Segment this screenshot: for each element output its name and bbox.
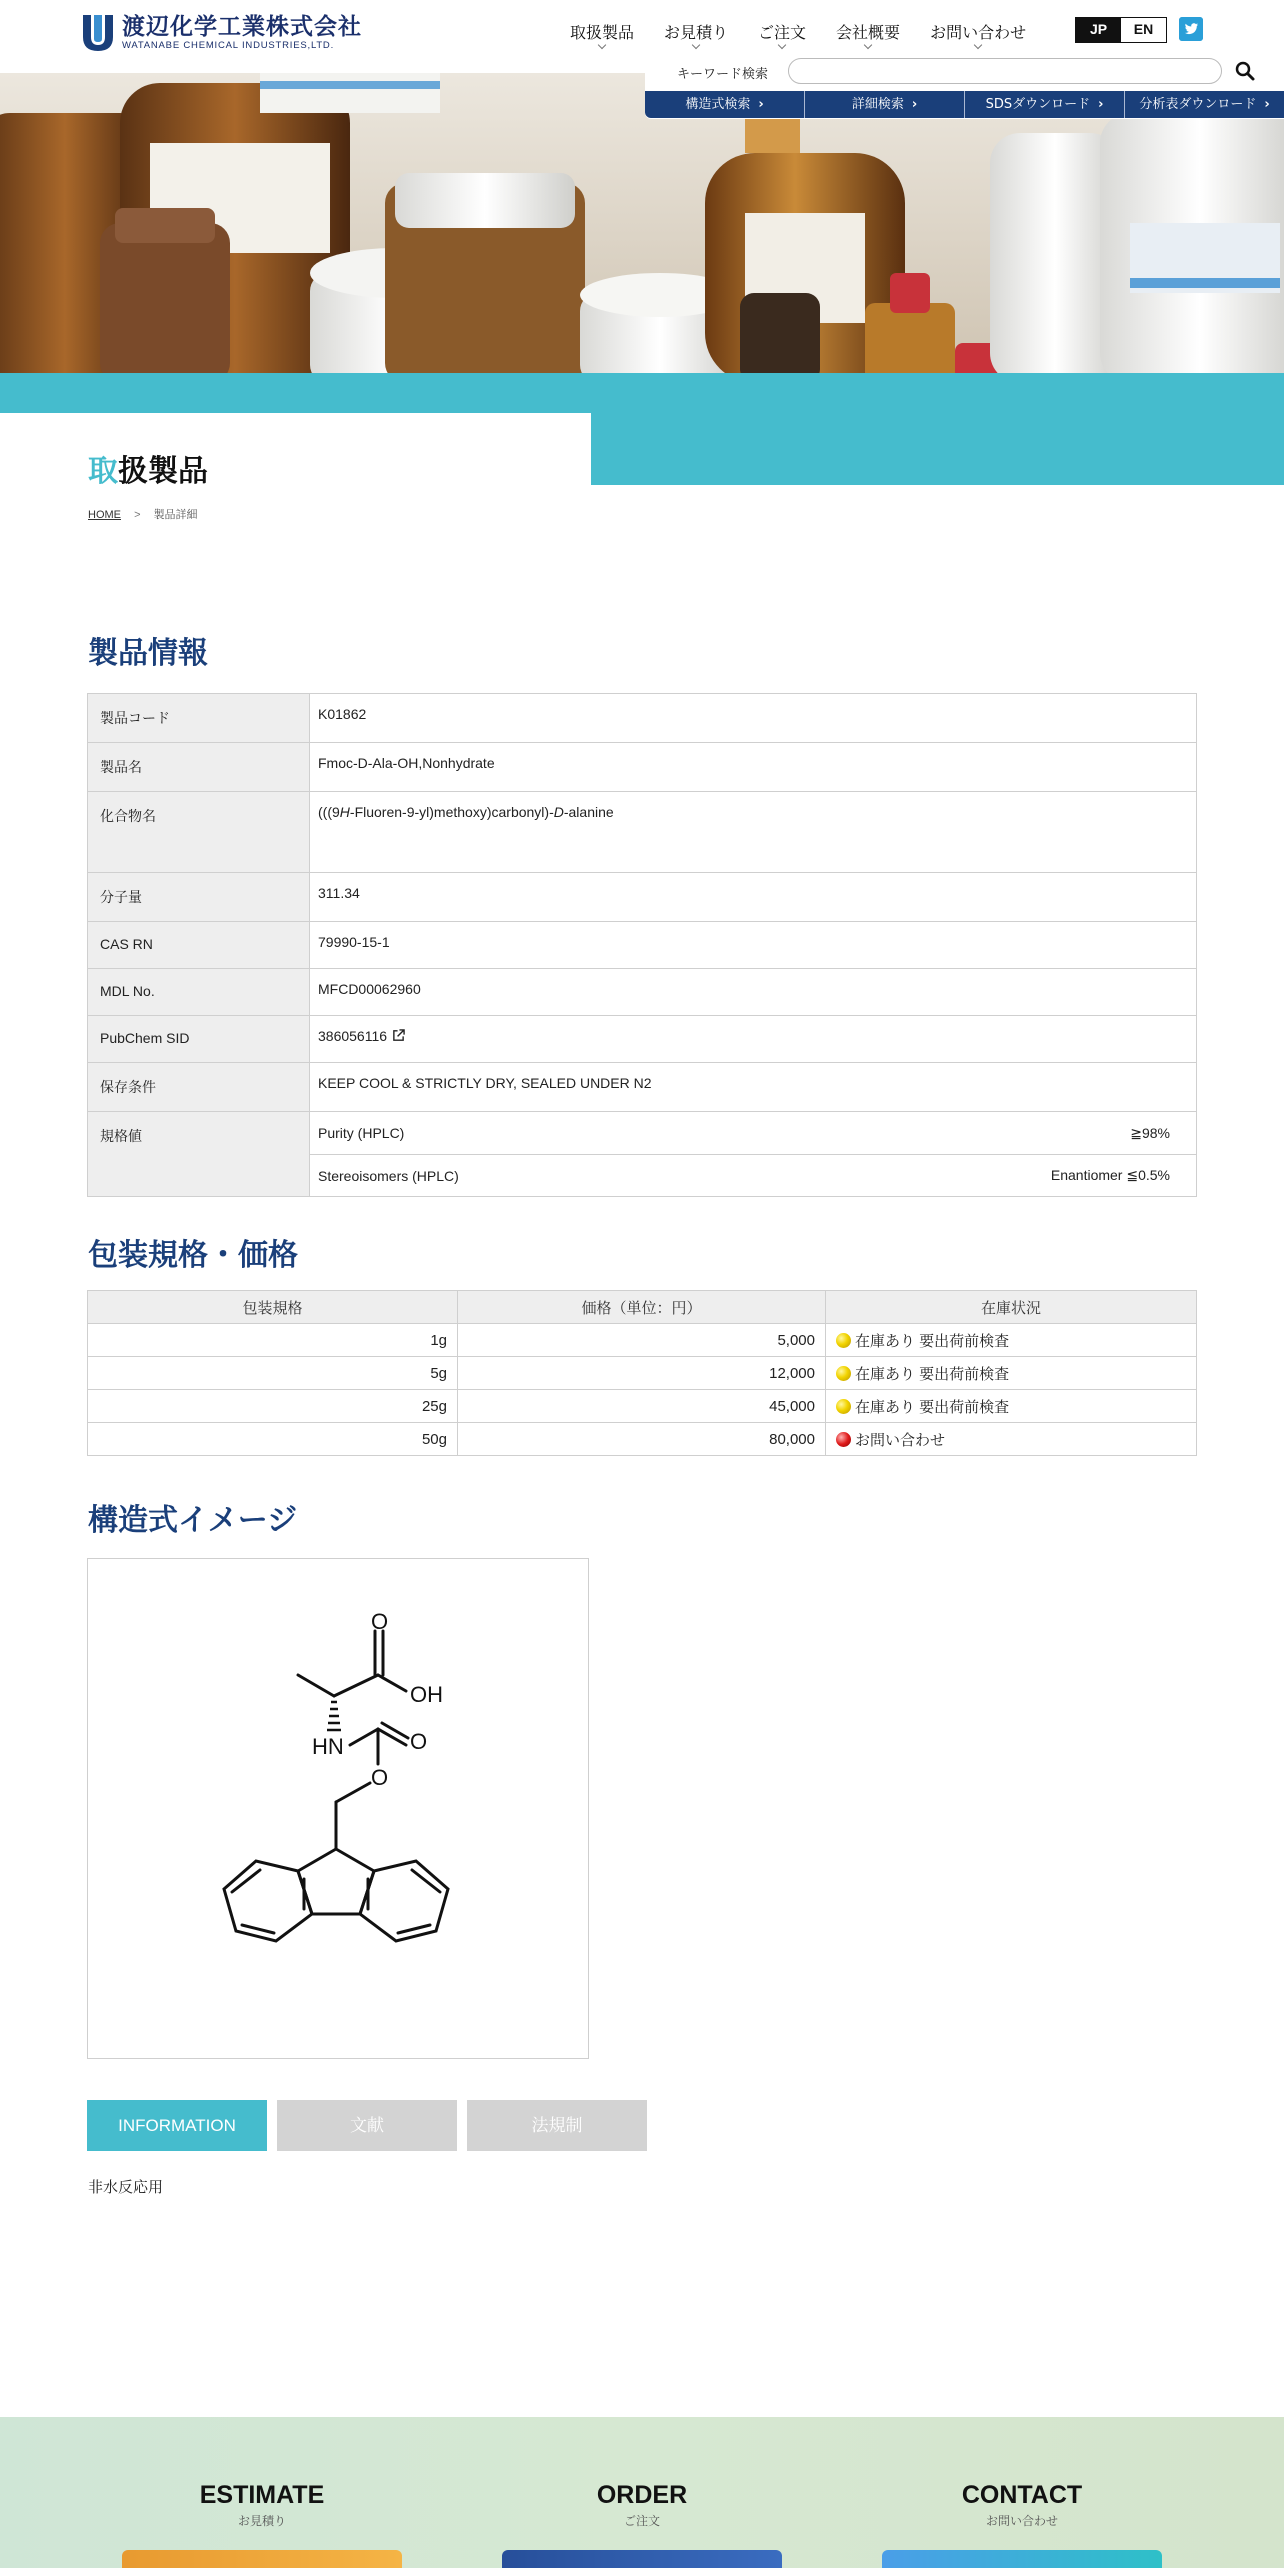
order-button[interactable] (502, 2550, 782, 2568)
stock-text: お問い合わせ (855, 1431, 946, 1449)
tab-information[interactable]: INFORMATION (87, 2100, 267, 2151)
compound-part-italic: H (339, 804, 350, 820)
row-label: 規格値 (88, 1112, 310, 1197)
chevron-down-icon (864, 41, 872, 49)
molecular-weight: 311.34 (310, 873, 1197, 922)
breadcrumb (88, 506, 198, 522)
table-row (88, 694, 1197, 743)
table-row (88, 969, 1197, 1016)
cas-number: 79990-15-1 (310, 922, 1197, 969)
pubchem-cell (310, 1016, 1197, 1063)
page-title (88, 446, 208, 490)
title-band (0, 373, 1284, 413)
column-header: 在庫状況 (826, 1291, 1197, 1324)
compound-name (310, 792, 1197, 873)
logo-mark-icon (80, 13, 116, 53)
table-header-row (88, 1291, 1197, 1324)
compound-part-italic: D (553, 804, 564, 820)
cta-subtitle: ご注文 (623, 2514, 660, 2528)
title-band-extension (591, 413, 1284, 485)
row-label: 保存条件 (88, 1063, 310, 1112)
table-row (88, 873, 1197, 922)
search-subnav (645, 91, 1284, 118)
column-header: 包装規格 (88, 1291, 458, 1324)
tab-literature[interactable]: 文献 (277, 2100, 457, 2151)
product-code: K01862 (310, 694, 1197, 743)
product-info-title: 製品情報 (88, 636, 208, 671)
table-row (88, 1357, 1197, 1390)
logo-en: WATANABE CHEMICAL INDUSTRIES,LTD. (122, 40, 335, 51)
product-info-table (87, 693, 1197, 1197)
pubchem-link[interactable]: 386056116 (318, 1028, 388, 1044)
stock-text: 在庫あり 要出荷前検査 (855, 1332, 1010, 1350)
cta-contact (882, 2481, 1162, 2529)
cta-title: ORDER (596, 2481, 688, 2509)
cta-subtitle: お問い合わせ (985, 2514, 1058, 2528)
compound-part: (((9 (318, 804, 340, 820)
footer-cta-area (0, 2417, 1284, 2568)
table-row (88, 1324, 1197, 1357)
structure-image (87, 1558, 589, 2059)
nav-estimate[interactable] (664, 20, 728, 43)
table-row (88, 1063, 1197, 1112)
stock-status (826, 1390, 1197, 1423)
table-row (88, 1016, 1197, 1063)
table-row (88, 1423, 1197, 1456)
stock-text: 在庫あり 要出荷前検査 (855, 1398, 1010, 1416)
nav-order[interactable] (758, 20, 806, 43)
contact-button[interactable] (882, 2550, 1162, 2568)
pricing-table (87, 1290, 1197, 1456)
coa-download-link[interactable]: 分析表ダウンロード › (1125, 91, 1284, 118)
chevron-down-icon (974, 41, 982, 49)
row-label: 化合物名 (88, 792, 310, 873)
package-price: 5,000 (458, 1324, 826, 1357)
spec-value: Enantiomer ≦0.5% (1050, 1167, 1170, 1183)
breadcrumb-current: 製品詳細 (153, 509, 198, 521)
tab-regulations[interactable]: 法規制 (467, 2100, 647, 2151)
advanced-search-link[interactable]: 詳細検索 › (805, 91, 965, 118)
nav-contact[interactable] (930, 20, 1026, 43)
stock-red-icon (836, 1432, 851, 1447)
external-link-icon[interactable] (392, 1029, 405, 1042)
stock-text: 在庫あり 要出荷前検査 (855, 1365, 1010, 1383)
page-title-rest: 扱製品 (118, 454, 208, 489)
spec-item (310, 1112, 1196, 1154)
atom-label: O (410, 1729, 428, 1754)
package-size: 5g (88, 1357, 458, 1390)
column-header: 価格（単位：円） (458, 1291, 826, 1324)
stock-yellow-icon (836, 1366, 851, 1381)
row-label: 製品名 (88, 743, 310, 792)
stock-yellow-icon (836, 1333, 851, 1348)
nav-products[interactable] (570, 20, 634, 43)
table-row (88, 743, 1197, 792)
structure-title: 構造式イメージ (88, 1503, 298, 1538)
spec-name: Purity (HPLC) (318, 1125, 405, 1141)
keyword-search-input[interactable] (788, 58, 1222, 84)
row-label: 製品コード (88, 694, 310, 743)
storage-condition: KEEP COOL & STRICTLY DRY, SEALED UNDER N2 (310, 1063, 1197, 1112)
cta-subtitle: お見積り (237, 2514, 286, 2528)
structure-diagram (88, 1559, 588, 2058)
row-label: PubChem SID (88, 1016, 310, 1063)
logo-jp: 渡辺化学工業株式会社 (122, 14, 362, 40)
chevron-down-icon (778, 41, 786, 49)
compound-part: -Fluoren-9-yl)methoxy)carbonyl)- (349, 804, 554, 820)
cta-title: ESTIMATE (199, 2481, 325, 2509)
breadcrumb-separator: > (134, 509, 141, 521)
page-title-accent: 取 (88, 454, 118, 489)
row-label: 分子量 (88, 873, 310, 922)
table-row (88, 1390, 1197, 1423)
table-row (88, 922, 1197, 969)
lang-en-button[interactable]: EN (1121, 18, 1166, 42)
spec-item (310, 1154, 1196, 1196)
estimate-button[interactable] (122, 2550, 402, 2568)
spec-value: ≧98% (1130, 1124, 1170, 1141)
cta-title: CONTACT (961, 2481, 1083, 2509)
pricing-title: 包装規格・価格 (88, 1238, 298, 1273)
table-row (88, 1112, 1197, 1197)
stock-yellow-icon (836, 1399, 851, 1414)
breadcrumb-home-link[interactable]: HOME (88, 509, 121, 521)
stock-status (826, 1423, 1197, 1456)
tab-content: 非水反応用 (88, 2178, 164, 2196)
row-label: CAS RN (88, 922, 310, 969)
stock-status (826, 1357, 1197, 1390)
global-nav (570, 20, 1056, 43)
cta-estimate (122, 2481, 402, 2529)
nav-label: ご注文 (758, 23, 807, 42)
product-name: Fmoc-D-Ala-OH,Nonhydrate (310, 743, 1197, 792)
twitter-icon[interactable] (1179, 17, 1203, 41)
language-switch (1075, 17, 1167, 43)
nav-label: お見積り (664, 23, 729, 42)
atom-label: O (371, 1765, 389, 1790)
atom-label: HN (312, 1734, 344, 1759)
package-price: 80,000 (458, 1423, 826, 1456)
spec-name: Stereoisomers (HPLC) (318, 1167, 459, 1184)
sds-download-link[interactable]: SDSダウンロード › (965, 91, 1125, 118)
mdl-number: MFCD00062960 (310, 969, 1197, 1016)
search-icon[interactable] (1233, 59, 1257, 83)
nav-label: 会社概要 (836, 23, 901, 42)
nav-label: お問い合わせ (930, 23, 1027, 42)
lang-jp-button[interactable]: JP (1076, 18, 1121, 42)
table-row (88, 792, 1197, 873)
row-label: MDL No. (88, 969, 310, 1016)
cta-order (502, 2481, 782, 2529)
keyword-search-label: キーワード検索 (677, 67, 769, 82)
search-panel (645, 55, 1284, 119)
spec-cell (310, 1112, 1197, 1197)
package-price: 45,000 (458, 1390, 826, 1423)
package-price: 12,000 (458, 1357, 826, 1390)
nav-label: 取扱製品 (570, 23, 635, 42)
chevron-down-icon (692, 41, 700, 49)
atom-label: OH (410, 1682, 443, 1707)
detail-tabs (87, 2100, 657, 2151)
chevron-down-icon (598, 41, 606, 49)
package-size: 1g (88, 1324, 458, 1357)
compound-part: -alanine (563, 804, 614, 820)
package-size: 50g (88, 1423, 458, 1456)
nav-company[interactable] (836, 20, 900, 43)
stock-status (826, 1324, 1197, 1357)
company-logo[interactable] (80, 13, 362, 53)
package-size: 25g (88, 1390, 458, 1423)
atom-label: O (371, 1609, 389, 1634)
structure-search-link[interactable]: 構造式検索 › (645, 91, 805, 118)
